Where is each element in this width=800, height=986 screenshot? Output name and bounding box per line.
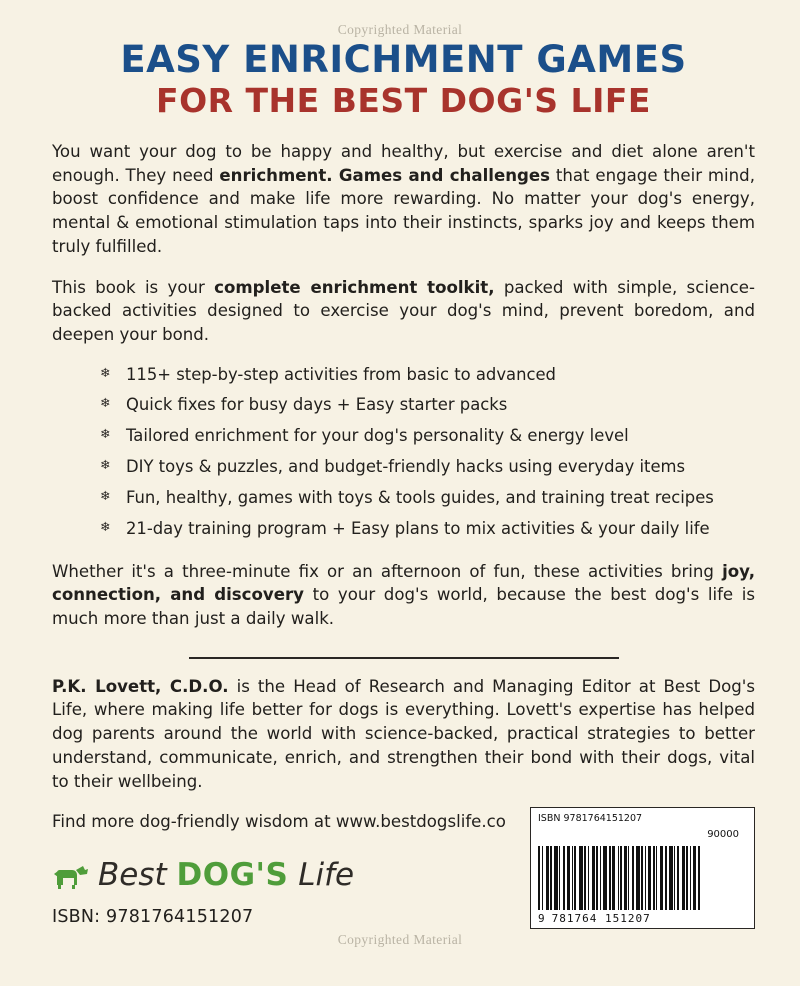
barcode-isbn-label: ISBN 9781764151207	[538, 813, 643, 824]
title-line-2: FOR THE BEST DOG'S LIFE	[156, 80, 651, 120]
publisher-wordmark	[98, 857, 355, 893]
paw-print-icon: ❄	[100, 364, 111, 380]
barcode-supplement-code: 90000	[707, 829, 739, 840]
closing-text-a: Whether it's a three-minute fix or an afternoon of fun, these activities bring	[52, 561, 723, 581]
brand-word-dogs: DOG'S	[176, 857, 289, 893]
section-divider	[189, 657, 619, 659]
paw-print-icon: ❄	[100, 457, 111, 473]
list-item	[100, 456, 755, 478]
intro-text-bold: enrichment. Games and challenges	[219, 165, 551, 185]
feature-list	[52, 364, 755, 540]
author-name: P.K. Lovett, C.D.O.	[52, 676, 229, 696]
barcode-block	[530, 807, 755, 929]
list-item-label: Fun, healthy, games with toys & tools guides, and training treat recipes	[126, 487, 714, 507]
cover-content	[52, 40, 755, 927]
author-bio-text: is the Head of Research and Managing Editor at Best Dog's Life, where making life better for dogs is everything. Lovett's expertise has helped dog parents around the world with science-backed, practical strategies to better understand, communicate, enrich, and strengthen their bond with their dogs, vital to their wellbeing.	[52, 676, 755, 791]
brand-word-best: Best	[98, 857, 167, 893]
list-item	[100, 394, 755, 416]
intro-text-a: You want your dog to be happy and healthy, but exercise and diet alone aren't enough. They need	[52, 141, 755, 185]
list-item-label: DIY toys & puzzles, and budget-friendly hacks using everyday items	[126, 457, 686, 477]
list-item-label: Tailored enrichment for your dog's personality & energy level	[126, 426, 629, 446]
closing-text-bold: joy, connection, and discovery	[52, 561, 755, 605]
toolkit-text-a: This book is your	[52, 277, 215, 297]
toolkit-paragraph	[52, 276, 755, 347]
title-line-1: EASY ENRICHMENT GAMES	[120, 38, 687, 81]
list-item	[100, 518, 755, 540]
author-bio	[52, 675, 755, 794]
paw-print-icon: ❄	[100, 487, 111, 503]
paw-print-icon: ❄	[100, 426, 111, 442]
barcode-header	[538, 813, 747, 824]
intro-paragraph	[52, 140, 755, 259]
divider-wrapper	[52, 648, 755, 675]
list-item-label: 115+ step-by-step activities from basic to advanced	[126, 364, 556, 384]
closing-text-c: to your dog's world, because the best dog's life is much more than just a daily walk.	[52, 585, 755, 628]
barcode-digits	[538, 912, 747, 925]
paw-print-icon: ❄	[100, 395, 111, 411]
list-item	[100, 487, 755, 509]
barcode-digit-lead: 9	[538, 912, 546, 925]
barcode-digit-main: 781764 151207	[551, 912, 651, 925]
closing-paragraph	[52, 560, 755, 631]
intro-text-c: that engage their mind, boost confidence and make life more rewarding. No matter your dog's energy, mental & emotional stimulation taps into their instincts, sparks joy and keeps them truly fulfilled.	[52, 165, 755, 256]
barcode-bars	[538, 846, 747, 910]
title-block	[52, 40, 755, 120]
list-item-label: Quick fixes for busy days + Easy starter packs	[126, 395, 508, 415]
watermark-bottom: Copyrighted Material	[337, 932, 463, 947]
dog-silhouette-icon	[52, 861, 92, 891]
watermark-top: Copyrighted Material	[337, 22, 463, 37]
website-line: Find more dog-friendly wisdom at www.bestdogslife.co	[52, 812, 506, 832]
toolkit-text-c: packed with simple, science-backed activities designed to exercise your dog's mind, prevent boredom, and deepen your bond.	[52, 277, 755, 344]
list-item-label: 21-day training program + Easy plans to mix activities & your daily life	[126, 518, 710, 538]
toolkit-text-bold: complete enrichment toolkit,	[214, 277, 495, 297]
list-item	[100, 425, 755, 447]
brand-word-life: Life	[298, 857, 355, 893]
isbn-text: ISBN: 9781764151207	[52, 907, 254, 927]
paw-print-icon: ❄	[100, 518, 111, 534]
list-item	[100, 364, 755, 386]
